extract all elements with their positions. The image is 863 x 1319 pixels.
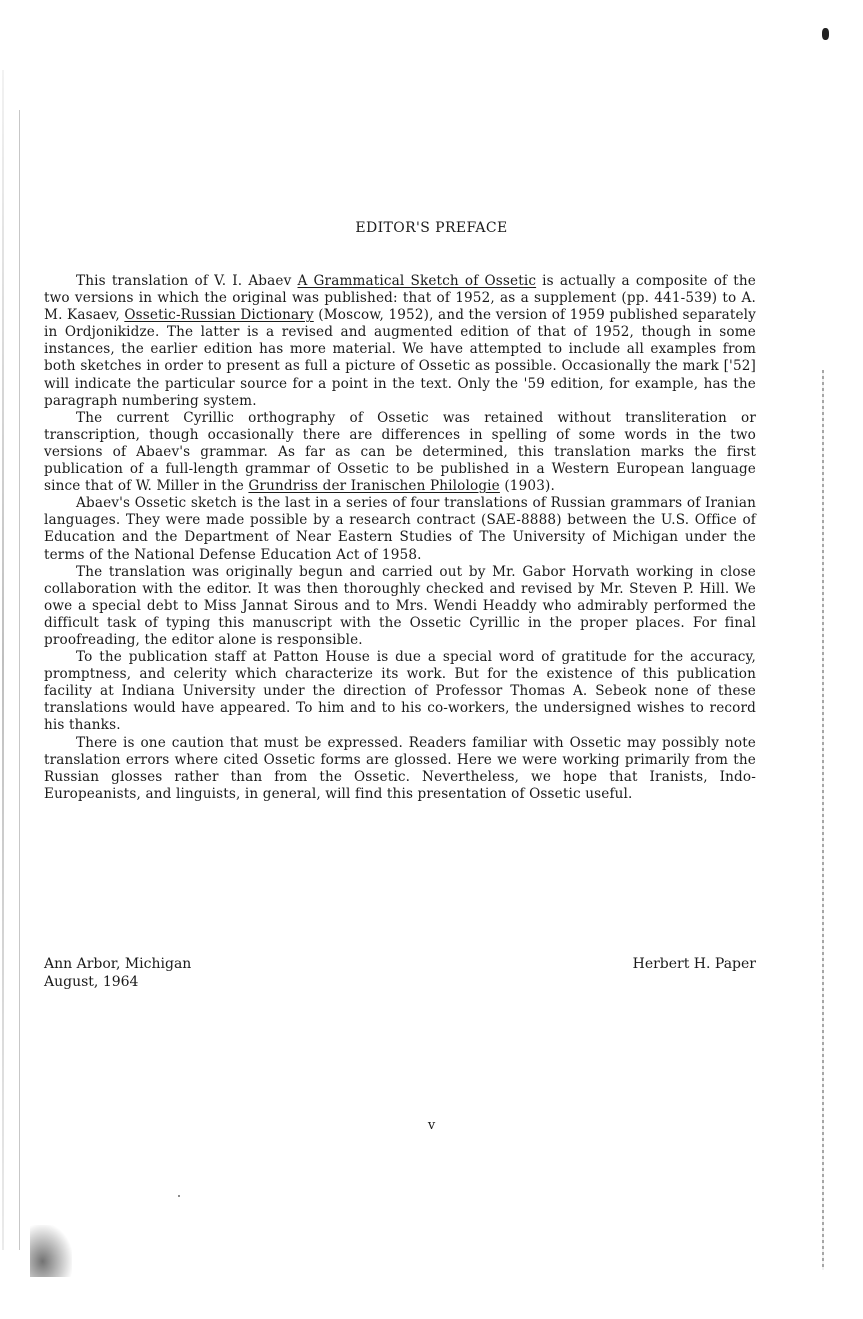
paragraph — [44, 649, 756, 734]
paragraph — [44, 273, 756, 410]
paragraph — [44, 410, 756, 495]
preface-body — [44, 273, 756, 803]
paragraph — [44, 495, 756, 563]
paragraph-text: (1903). — [499, 478, 555, 495]
paragraph — [44, 735, 756, 803]
paragraph-text: Abaev's Ossetic sketch is the last in a series of four translations of Russian grammars of Iranian languages. They were made possible by a research contract (SAE-8888) between the U.S. Office of Education and the Department of Near Eastern Studies of The University of Michigan under the terms of the National Defense Education Act of 1958. — [44, 495, 756, 563]
paragraph-text: There is one caution that must be expressed. Readers familiar with Ossetic may possibly note translation errors where cited Ossetic forms are glossed. Here we were working primarily from the Russian glosses rather than from the Ossetic. Nevertheless, we hope that Iranists, Indo-Europeanists, and linguists, in general, will find this presentation of Ossetic useful. — [44, 734, 756, 802]
paragraph-text: is actually a composite of the two versions in which the original was published: that of 1952, as a supplement (pp. 441-539) to A. M. Kasaev, — [44, 273, 756, 324]
paragraph-text: This translation of V. I. Abaev — [76, 273, 298, 289]
signature-author: Herbert H. Paper — [632, 956, 756, 972]
page-number: v — [427, 1118, 436, 1133]
paragraph-text: To the publication staff at Patton House is due a special word of gratitude for the accuracy, promptness, and celerity which characterize its work. But for the existence of this publication facility at Indiana University under the direction of Professor Thomas A. Sebeok none of these translations would have appeared. To him and to his co-workers, the undersigned wishes to record his thanks. — [44, 649, 756, 734]
scan-mark — [822, 28, 829, 40]
page-title: EDITOR'S PREFACE — [355, 220, 508, 236]
paragraph-text: (Moscow, 1952), and the version of 1959 published separately in Ordjonikidze. The latter is a revised and augmented edition of that of 1952, though in some instances, the earlier edition has more material. We have attempted to include all examples from both sketches in order to present as full a picture of Ossetic as possible. Occasionally the mark ['52] will indicate the particular source for a point in the text. Only the '59 edition, for example, has the paragraph numbering system. — [44, 307, 757, 409]
signature-block — [44, 956, 756, 991]
paragraph — [44, 564, 756, 649]
scan-edge-line — [19, 110, 20, 1250]
paragraph-text: The translation was originally begun and carried out by Mr. Gabor Horvath working in close collaboration with the editor. It was then thoroughly checked and revised by Mr. Steven P. Hill. We owe a special debt to Miss Jannat Sirous and to Mrs. Wendi Headdy who admirably performed the difficult task of typing this manuscript with the Ossetic Cyrillic in the proper places. For final proofreading, the editor alone is responsible. — [44, 563, 756, 648]
signature-date: August, 1964 — [44, 973, 139, 990]
underlined-title: A Grammatical Sketch of Ossetic — [297, 273, 537, 289]
scan-speck — [178, 1195, 180, 1197]
signature-place: Ann Arbor, Michigan — [44, 956, 192, 972]
place-and-date — [44, 956, 191, 991]
scan-edge-left — [2, 70, 4, 1250]
scan-smudge — [30, 1225, 72, 1277]
underlined-title: Grundriss der Iranischen Philologie — [248, 478, 500, 495]
underlined-title: Ossetic-Russian Dictionary — [124, 307, 314, 324]
scan-edge-right — [822, 370, 824, 1270]
paragraph-text: The current Cyrillic orthography of Ossetic was retained without transliteration or transcription, though occasionally there are differences in spelling of some words in the two versions of Abaev's grammar. As far as can be determined, this translation marks the first publication of a full-length grammar of Ossetic to be published in a Western European language since that of W. Miller in the — [44, 409, 756, 495]
